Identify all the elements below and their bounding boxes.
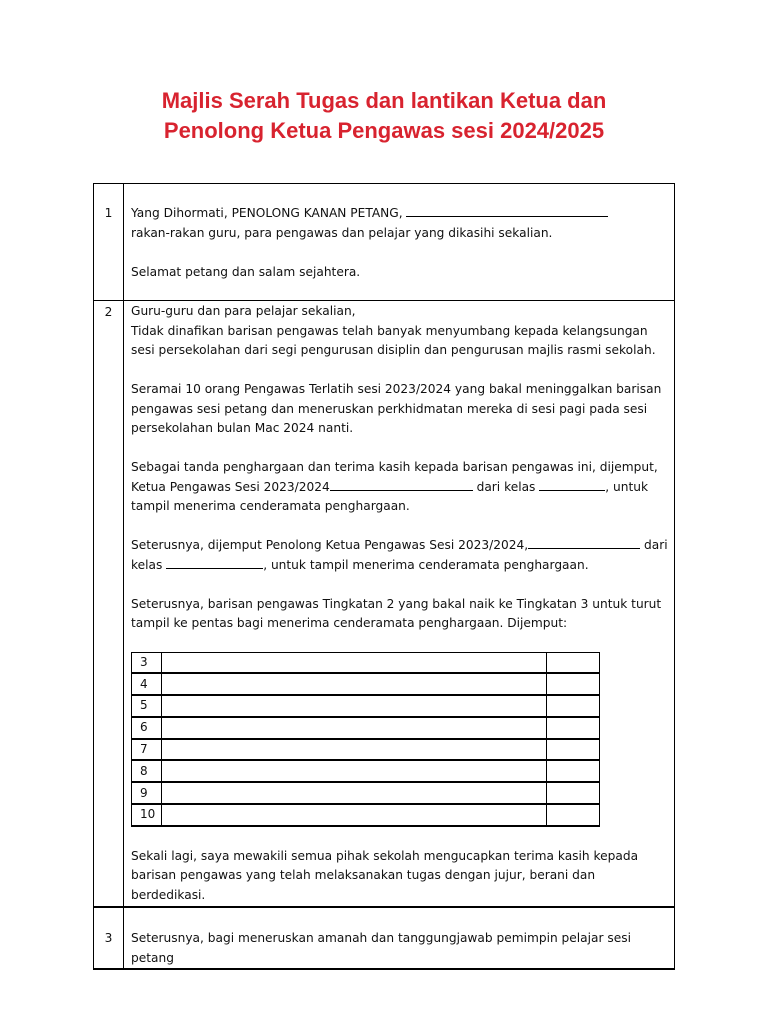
paragraph: Seterusnya, barisan pengawas Tingkatan 2 yang bakal naik ke Tingkatan 3 untuk turut tampil ke pentas bagi menerima cenderamata penghargaan. Dijemput: bbox=[131, 596, 662, 630]
table-row: 10 bbox=[132, 804, 600, 826]
title-line-1: Majlis Serah Tugas dan lantikan Ketua dan bbox=[161, 88, 607, 113]
class-cell bbox=[547, 673, 600, 695]
row-content bbox=[124, 907, 675, 969]
pengawas-list-table bbox=[131, 652, 600, 827]
paragraph: Seterusnya, bagi meneruskan amanah dan tanggungjawab pemimpin pelajar sesi petang bbox=[131, 931, 631, 965]
paragraph: Seterusnya, dijemput Penolong Ketua Pengawas Sesi 2023/2024, dari bbox=[131, 538, 668, 552]
name-cell bbox=[162, 804, 547, 826]
blank-line bbox=[406, 204, 608, 217]
paragraph: Sebagai tanda penghargaan dan terima kasih kepada barisan pengawas ini, dijemput, bbox=[131, 460, 658, 474]
table-row: 4 bbox=[132, 673, 600, 695]
class-cell bbox=[547, 760, 600, 782]
paragraph: Tidak dinafikan barisan pengawas telah banyak menyumbang kepada kelangsungan sesi persekolahan dari segi pengurusan disiplin dan pengurusan majlis rasmi sekolah. bbox=[131, 323, 656, 357]
name-cell bbox=[162, 739, 547, 761]
table-row: 9 bbox=[132, 782, 600, 804]
speech-row-3 bbox=[94, 907, 675, 969]
table-row: 5 bbox=[132, 695, 600, 717]
title-line-2: Penolong Ketua Pengawas sesi 2024/2025 bbox=[163, 118, 605, 143]
class-cell bbox=[547, 717, 600, 739]
row-number: 3 bbox=[94, 907, 124, 969]
class-cell bbox=[547, 782, 600, 804]
blank-line bbox=[166, 556, 263, 569]
speech-table bbox=[93, 183, 675, 970]
paragraph: kelas , untuk tampil menerima cenderamata penghargaan. bbox=[131, 557, 589, 572]
row-content bbox=[124, 184, 675, 301]
paragraph: Seramai 10 orang Pengawas Terlatih sesi 2023/2024 yang bakal meninggalkan barisan pengawas sesi petang dan meneruskan perkhidmatan mereka di sesi pagi pada sesi persekolahan bulan Mac 2024 nanti. bbox=[131, 382, 662, 435]
speech-row-1 bbox=[94, 184, 675, 301]
class-cell bbox=[547, 804, 600, 826]
class-cell bbox=[547, 695, 600, 717]
name-cell bbox=[162, 695, 547, 717]
name-cell bbox=[162, 673, 547, 695]
greeting-line: rakan-rakan guru, para pengawas dan pelajar yang dikasihi sekalian. bbox=[131, 225, 553, 240]
document-title bbox=[0, 86, 768, 146]
row-number: 2 bbox=[94, 301, 124, 908]
name-cell bbox=[162, 760, 547, 782]
class-cell bbox=[547, 652, 600, 673]
blank-line bbox=[330, 478, 473, 491]
table-row: 8 bbox=[132, 760, 600, 782]
paragraph: Ketua Pengawas Sesi 2023/2024 dari kelas , untuk bbox=[131, 479, 649, 494]
blank-line bbox=[539, 478, 605, 491]
name-cell bbox=[162, 652, 547, 673]
name-cell bbox=[162, 717, 547, 739]
greeting-line: Yang Dihormati, PENOLONG KANAN PETANG, bbox=[131, 204, 668, 224]
blank-line bbox=[528, 536, 640, 549]
paragraph: tampil menerima cenderamata penghargaan. bbox=[131, 499, 410, 513]
name-cell bbox=[162, 782, 547, 804]
greeting-line: Selamat petang dan salam sejahtera. bbox=[131, 264, 361, 279]
speech-row-2 bbox=[94, 301, 675, 908]
table-row: 3 bbox=[132, 652, 600, 673]
row-content bbox=[124, 301, 675, 908]
paragraph: Sekali lagi, saya mewakili semua pihak sekolah mengucapkan terima kasih kepada barisan pengawas yang telah melaksanakan tugas dengan jujur, berani dan berdedikasi. bbox=[131, 848, 639, 902]
table-row: 7 bbox=[132, 739, 600, 761]
paragraph: Guru-guru dan para pelajar sekalian, bbox=[131, 304, 356, 318]
row-number: 1 bbox=[94, 184, 124, 301]
class-cell bbox=[547, 739, 600, 761]
table-row: 6 bbox=[132, 717, 600, 739]
